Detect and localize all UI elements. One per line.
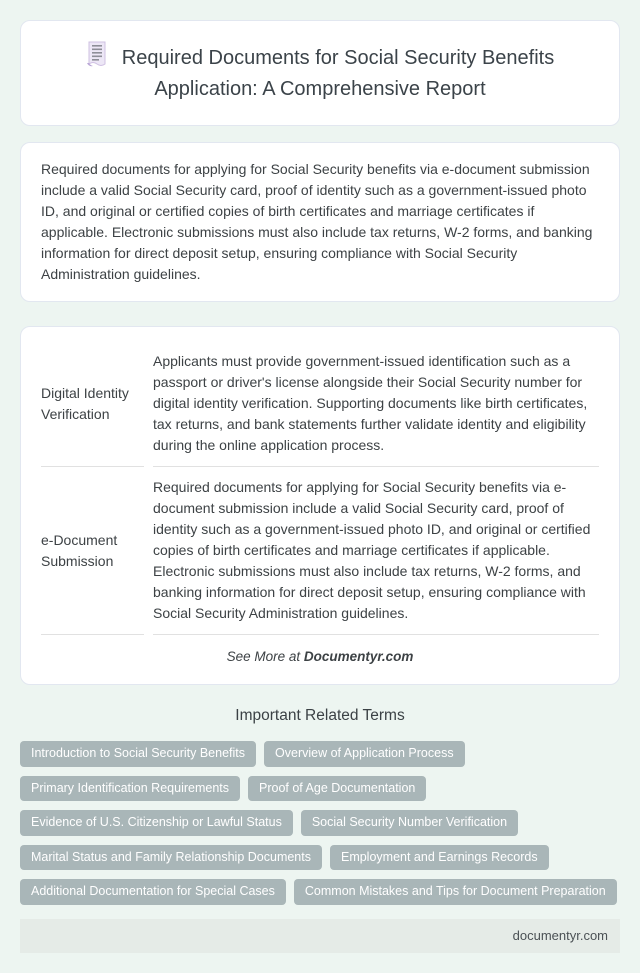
tag-primary-identification-requirements[interactable]: Primary Identification Requirements [20,776,240,802]
footer-bar [20,919,620,953]
page-title: Required Documents for Social Security Benefits Application: A Comprehensive Report [121,47,555,100]
definition-table-card [20,326,620,685]
tag-marital-status-and-family-relationship-documents[interactable]: Marital Status and Family Relationship Documents [20,845,322,871]
see-more-line [41,635,599,674]
tag-evidence-of-us-citizenship-or-lawful-status[interactable]: Evidence of U.S. Citizenship or Lawful Status [20,810,293,836]
summary-card [20,142,620,302]
summary-text: Required documents for applying for Social Security benefits via e-document submission include a valid Social Security card, proof of identity such as a government-issued photo ID, and original or certified copies of birth certificates and marriage certificates if applicable. Electronic submissions must also include tax returns, W-2 forms, and banking information for direct deposit setup, ensuring compliance with Social Security Administration guidelines. [41,161,593,282]
tag-additional-documentation-for-special-cases[interactable]: Additional Documentation for Special Cases [20,879,286,905]
term-e-document-submission: e-Document Submission [41,467,144,635]
title-card [20,20,620,126]
tag-overview-of-application-process[interactable]: Overview of Application Process [264,741,465,767]
term-digital-identity-verification: Digital Identity Verification [41,341,144,467]
related-terms-heading: Important Related Terms [235,707,405,724]
definition-digital-identity-verification: Applicants must provide government-issued identification such as a passport or driver's license alongside their Social Security number for digital identity verification. Supporting documents like birth certificates, tax returns, and bank statements further validate identity and eligibility during the online application process. [153,341,599,467]
footer-site-text: documentyr.com [512,928,608,943]
tag-social-security-number-verification[interactable]: Social Security Number Verification [301,810,518,836]
receipt-icon [86,41,108,73]
related-terms-tags [20,741,620,905]
tag-employment-and-earnings-records[interactable]: Employment and Earnings Records [330,845,549,871]
tag-common-mistakes-and-tips-for-document-preparation[interactable]: Common Mistakes and Tips for Document Preparation [294,879,617,905]
definition-table [41,341,599,635]
tag-introduction-to-social-security-benefits[interactable]: Introduction to Social Security Benefits [20,741,256,767]
tag-proof-of-age-documentation[interactable]: Proof of Age Documentation [248,776,426,802]
see-more-text: See More at [226,649,304,664]
see-more-brand: Documentyr.com [303,649,414,664]
definition-e-document-submission: Required documents for applying for Social Security benefits via e-document submission include a valid Social Security card, proof of identity such as a government-issued photo ID, and original or certified copies of birth certificates and marriage certificates if applicable. Electronic submissions must also include tax returns, W-2 forms, and banking information for direct deposit setup, ensuring compliance with Social Security Administration guidelines. [153,467,599,635]
